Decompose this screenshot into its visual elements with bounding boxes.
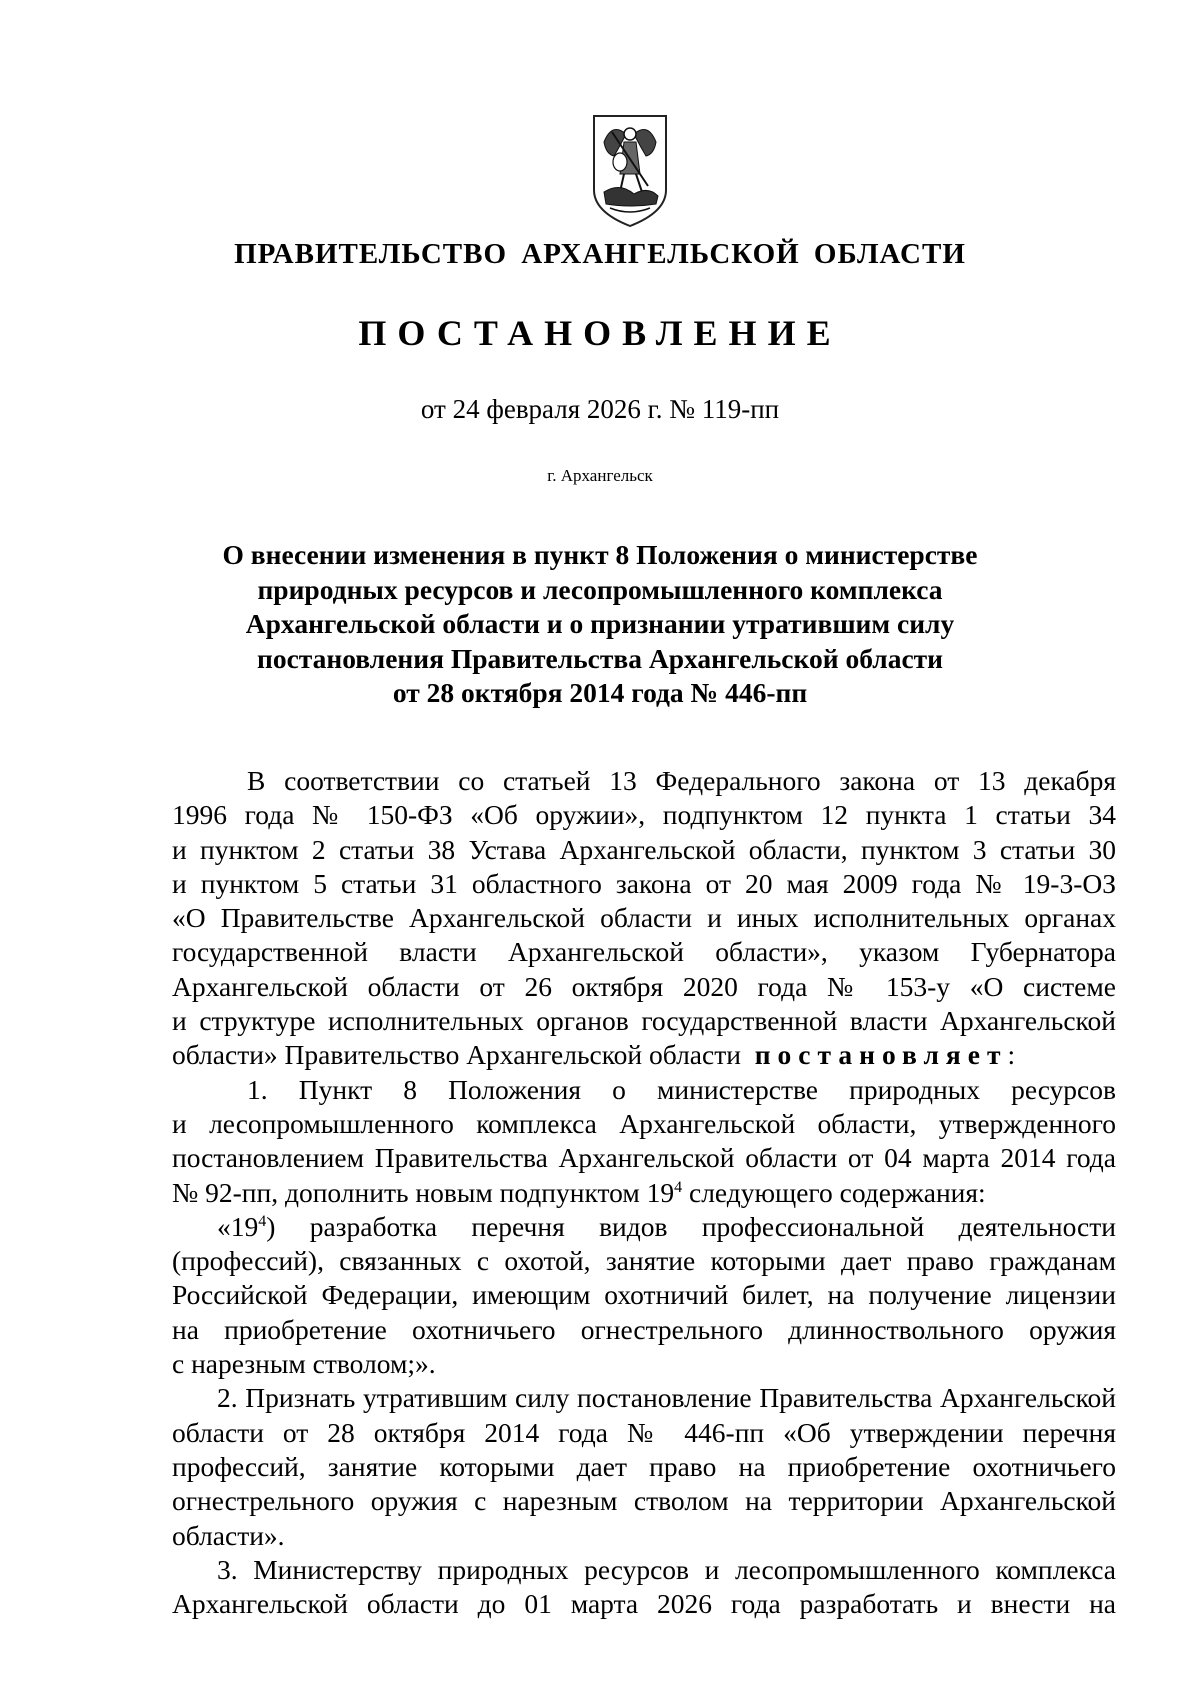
- title-line: О внесении изменения в пункт 8 Положения о министерстве: [222, 539, 978, 570]
- body-line: Архангельской области до 01 марта 2026 года разработать и внести на: [172, 1588, 1116, 1620]
- p1-last-after: следующего содержания:: [682, 1176, 986, 1208]
- body-line: и лесопромышленного комплекса Архангельской области, утвержденного: [172, 1107, 1116, 1139]
- body-line: области от 28 октября 2014 года № 446-пп «Об утверждении перечня: [172, 1416, 1116, 1448]
- body-line: [172, 1176, 1116, 1210]
- body-line: профессий, занятие которыми дает право на приобретение охотничьего: [172, 1450, 1116, 1482]
- body-line: «О Правительстве Архангельской области и иных исполнительных органах: [172, 902, 1116, 934]
- body-line: Архангельской области от 26 октября 2020 года № 153-у «О системе: [172, 970, 1116, 1002]
- decree-word: постановляет: [754, 1039, 1008, 1071]
- body-line: с нарезным стволом;».: [172, 1348, 436, 1380]
- title-line: Архангельской области и о признании утратившим силу: [245, 608, 955, 639]
- p1-last-before: № 92-пп, дополнить новым подпунктом 19: [172, 1176, 675, 1208]
- quote-first-rest: ) разработка перечня видов профессиональной деятельности: [266, 1210, 1116, 1242]
- superscript: 4: [258, 1212, 267, 1230]
- body-line: 1996 года № 150-ФЗ «Об оружии», подпунктом 12 пункта 1 статьи 34: [172, 799, 1116, 831]
- title-line: от 28 октября 2014 года № 446-пп: [392, 677, 808, 708]
- body-line: области».: [172, 1519, 285, 1551]
- body-line: постановлением Правительства Архангельской области от 04 марта 2014 года: [172, 1142, 1116, 1174]
- document-date-number: от 24 февраля 2026 г. № 119-пп: [420, 394, 780, 424]
- body-line: и пунктом 2 статьи 38 Устава Архангельской области, пунктом 3 статьи 30: [172, 833, 1116, 865]
- superscript: 4: [674, 1178, 683, 1196]
- document-type: ПОСТАНОВЛЕНИЕ: [358, 313, 842, 353]
- body-line: и пунктом 5 статьи 31 областного закона от 20 мая 2009 года № 19-3-ОЗ: [172, 867, 1116, 899]
- title-line: постановления Правительства Архангельской области: [256, 642, 944, 674]
- body-line: и структуре исполнительных органов государственной власти Архангельской: [172, 1005, 1116, 1037]
- body-line: 1. Пункт 8 Положения о министерстве природных ресурсов: [247, 1073, 1116, 1105]
- preamble-end: области» Правительство Архангельской области: [172, 1039, 741, 1071]
- body-line: В соответствии со статьей 13 Федерального закона от 13 декабря: [247, 765, 1116, 796]
- document-body: [172, 764, 1116, 1621]
- body-line: [172, 1038, 1116, 1072]
- body-line: огнестрельного оружия с нарезным стволом на территории Архангельской: [172, 1485, 1116, 1517]
- organization-name: ПРАВИТЕЛЬСТВО АРХАНГЕЛЬСКОЙ ОБЛАСТИ: [234, 238, 966, 270]
- quote-open: «19: [217, 1210, 259, 1242]
- body-line: на приобретение охотничьего огнестрельного длинноствольного оружия: [172, 1313, 1116, 1345]
- title-line: природных ресурсов и лесопромышленного комплекса: [257, 573, 943, 605]
- document-title: [150, 538, 1050, 711]
- body-line: 3. Министерству природных ресурсов и лесопромышленного комплекса: [217, 1553, 1116, 1585]
- body-line: Российской Федерации, имеющим охотничий билет, на получение лицензии: [172, 1279, 1116, 1311]
- coat-of-arms-icon: [590, 112, 670, 230]
- body-line: государственной власти Архангельской области», указом Губернатора: [172, 936, 1116, 968]
- body-line: (профессий), связанных с охотой, занятие которыми дает право гражданам: [172, 1245, 1116, 1277]
- body-line: [172, 1210, 1116, 1244]
- body-line: 2. Признать утратившим силу постановление Правительства Архангельской: [217, 1382, 1116, 1414]
- city: г. Архангельск: [547, 466, 653, 485]
- decree-colon: :: [1007, 1039, 1016, 1071]
